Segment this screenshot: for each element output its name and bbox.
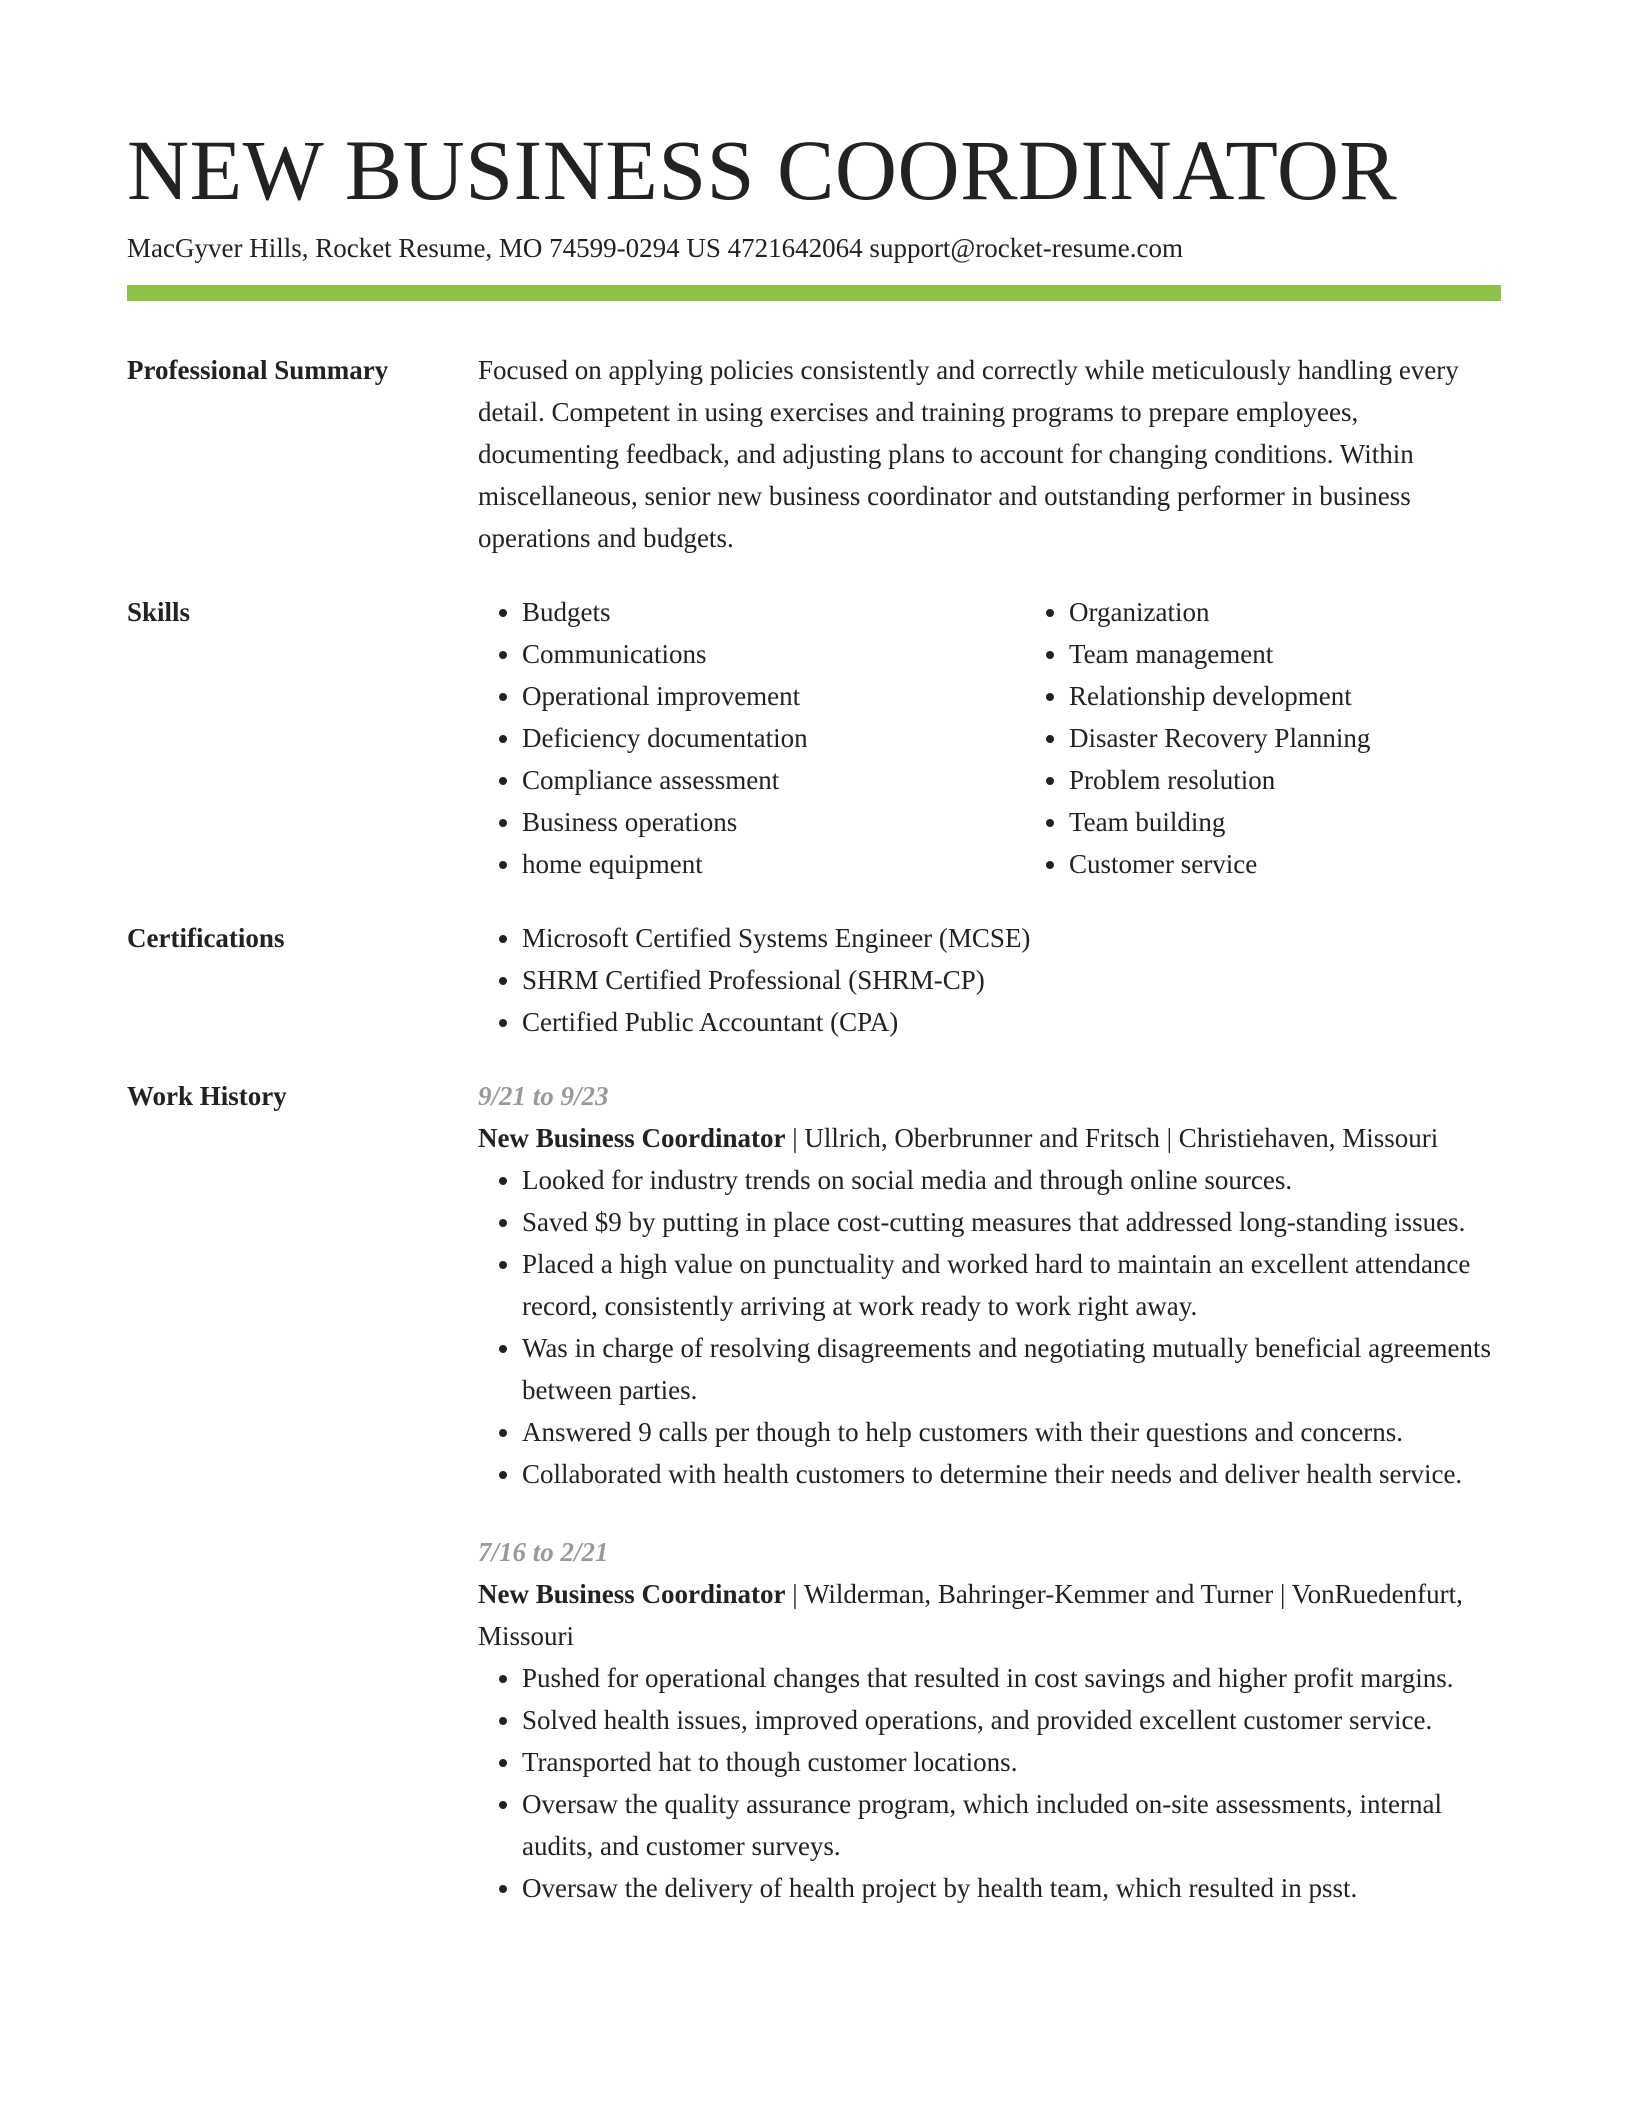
job-employer-location: | Ullrich, Oberbrunner and Fritsch | Christiehaven, Missouri [785, 1123, 1439, 1153]
job-bullet: • Looked for industry trends on social media and through online sources. [522, 1159, 1501, 1201]
skill-item: • Relationship development [1069, 675, 1539, 717]
skills-column-left [478, 591, 1025, 885]
skill-item: • Compliance assessment [522, 759, 1025, 801]
skill-item: • Problem resolution [1069, 759, 1539, 801]
skill-item: • Business operations [522, 801, 1025, 843]
accent-divider [127, 285, 1501, 301]
certification-item: • Microsoft Certified Systems Engineer (MCSE) [522, 917, 1501, 959]
section-label-work-history: Work History [127, 1081, 287, 1111]
job-dates: 7/16 to 2/21 [478, 1537, 609, 1567]
contact-line: MacGyver Hills, Rocket Resume, MO 74599-0294 US 4721642064 support@rocket-resume.com [127, 233, 1183, 263]
job-bullet: • Collaborated with health customers to determine their needs and deliver health service. [522, 1453, 1501, 1495]
certifications-list [478, 917, 1501, 1043]
work-history-section [127, 1075, 1501, 1909]
skills-body [478, 591, 1539, 885]
job-bullet: • Solved health issues, improved operations, and provided excellent customer service. [522, 1699, 1501, 1741]
job-heading [478, 1117, 1501, 1159]
job-heading [478, 1573, 1501, 1657]
summary-section [127, 349, 1501, 559]
summary-text: Focused on applying policies consistently and correctly while meticulously handling every detail. Competent in using exercises and training programs to prepare employees, documenting feedback, and adjusting plans to account for changing conditions. Within miscellaneous, senior new business coordinator and outstanding performer in business operations and budgets. [478, 355, 1459, 553]
job-bullet: • Saved $9 by putting in place cost-cutting measures that addressed long-standing issues. [522, 1201, 1501, 1243]
job-dates: 9/21 to 9/23 [478, 1081, 609, 1111]
skill-item: • Organization [1069, 591, 1539, 633]
skill-item: • Deficiency documentation [522, 717, 1025, 759]
job-bullet: • Transported hat to though customer locations. [522, 1741, 1501, 1783]
skill-item: • Customer service [1069, 843, 1539, 885]
certification-item: • Certified Public Accountant (CPA) [522, 1001, 1501, 1043]
section-label-certifications: Certifications [127, 923, 285, 953]
work-history-body [478, 1075, 1501, 1909]
skills-column-right [1025, 591, 1539, 885]
job-bullet: • Oversaw the delivery of health project by health team, which resulted in psst. [522, 1867, 1501, 1909]
summary-body [478, 349, 1501, 559]
job-bullet: • Answered 9 calls per though to help customers with their questions and concerns. [522, 1411, 1501, 1453]
job-employer-location: | Wilderman, Bahringer-Kemmer and Turner | VonRuedenfurt, Missouri [478, 1579, 1470, 1651]
certifications-body [478, 917, 1501, 1043]
skill-item: • Team management [1069, 633, 1539, 675]
skills-section [127, 591, 1501, 885]
skill-item: • Team building [1069, 801, 1539, 843]
job-title: New Business Coordinator [478, 1123, 786, 1153]
job-bullet-list [478, 1657, 1501, 1909]
job-entry [478, 1531, 1501, 1909]
skill-item: • Operational improvement [522, 675, 1025, 717]
skill-item: • Disaster Recovery Planning [1069, 717, 1539, 759]
skill-item: • Communications [522, 633, 1025, 675]
certifications-section [127, 917, 1501, 1043]
certification-item: • SHRM Certified Professional (SHRM-CP) [522, 959, 1501, 1001]
job-bullet: • Oversaw the quality assurance program, which included on-site assessments, internal audits, and customer surveys. [522, 1783, 1501, 1867]
job-bullet: • Pushed for operational changes that resulted in cost savings and higher profit margins. [522, 1657, 1501, 1699]
skills-grid [478, 591, 1539, 885]
candidate-name: NEW BUSINESS COORDINATOR [127, 122, 1398, 218]
section-label-summary: Professional Summary [127, 355, 389, 385]
skill-item: • Budgets [522, 591, 1025, 633]
job-title: New Business Coordinator [478, 1579, 786, 1609]
section-label-skills: Skills [127, 597, 191, 627]
job-bullet-list [478, 1159, 1501, 1495]
job-entry [478, 1075, 1501, 1495]
job-bullet: • Placed a high value on punctuality and worked hard to maintain an excellent attendance record, consistently arriving at work ready to work right away. [522, 1243, 1501, 1327]
skill-item: • home equipment [522, 843, 1025, 885]
job-bullet: • Was in charge of resolving disagreements and negotiating mutually beneficial agreements between parties. [522, 1327, 1501, 1411]
resume-page [127, 120, 1501, 1909]
